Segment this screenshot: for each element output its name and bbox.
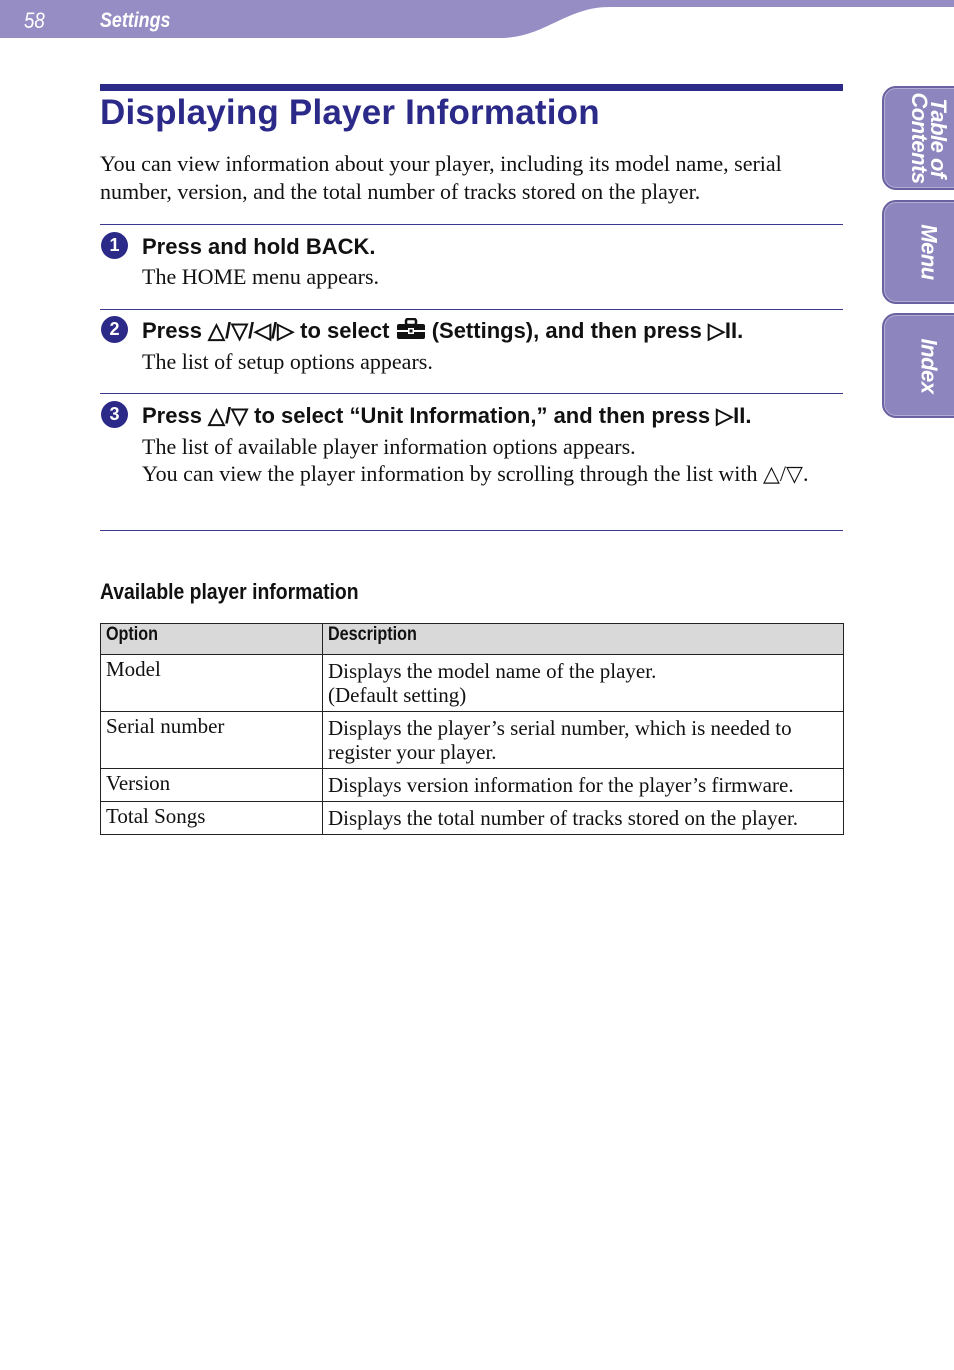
step-2-heading — [142, 318, 743, 344]
divider — [100, 530, 843, 531]
description-cell — [323, 655, 844, 712]
description-cell: Displays the player’s serial number, which is needed to register your player. — [323, 712, 844, 769]
step-2-heading-b: (Settings), and then press ▷II. — [431, 318, 744, 343]
option-cell: Version — [101, 769, 323, 802]
step-3-body-line2: You can view the player information by scrolling through the list with △/▽. — [142, 461, 809, 486]
toolbox-icon — [396, 318, 426, 340]
option-cell: Total Songs — [101, 802, 323, 835]
divider — [100, 309, 843, 310]
step-2-heading-a: Press △/▽/◁/▷ to select — [142, 318, 390, 343]
tab-index[interactable] — [882, 313, 954, 418]
table-row — [101, 712, 844, 769]
page-number: 58 — [24, 8, 45, 33]
option-cell: Model — [101, 655, 323, 712]
table-header-row — [101, 624, 844, 655]
table-row — [101, 769, 844, 802]
section-name: Settings — [100, 9, 171, 32]
tab-label-menu: Menu — [916, 224, 942, 280]
table-row — [101, 655, 844, 712]
step-2-body: The list of setup options appears. — [142, 349, 433, 374]
tab-table-of-contents[interactable] — [882, 86, 954, 190]
divider — [100, 393, 843, 394]
page-title: Displaying Player Information — [100, 93, 600, 132]
description-line: (Default setting) — [328, 683, 467, 707]
step-3-heading: Press △/▽ to select “Unit Information,” and then press ▷II. — [142, 403, 752, 428]
tab-menu[interactable] — [882, 200, 954, 304]
table-row — [101, 802, 844, 835]
tab-label-contents: Table of Contents — [907, 92, 951, 184]
option-cell: Serial number — [101, 712, 323, 769]
column-header-option: Option — [101, 624, 323, 655]
divider — [100, 224, 843, 225]
player-info-table — [100, 623, 844, 835]
description-cell: Displays the total number of tracks stored on the player. — [323, 802, 844, 835]
step-2-number: 2 — [101, 316, 128, 343]
step-1-heading: Press and hold BACK. — [142, 234, 376, 259]
step-3-number: 3 — [101, 401, 128, 428]
description-cell: Displays version information for the player’s firmware. — [323, 769, 844, 802]
step-1-body: The HOME menu appears. — [142, 264, 380, 289]
step-1-number: 1 — [101, 232, 128, 259]
step-3-body-line1: The list of available player information options appears. — [142, 434, 636, 459]
tab-label-index: Index — [916, 338, 942, 393]
table-title: Available player information — [100, 579, 359, 604]
column-header-description: Description — [323, 624, 844, 655]
intro-paragraph: You can view information about your player, including its model name, serial number, version, and the total number of tracks stored on the player. — [100, 151, 782, 204]
description-line: Displays the model name of the player. — [328, 659, 657, 683]
title-rule — [100, 84, 843, 91]
